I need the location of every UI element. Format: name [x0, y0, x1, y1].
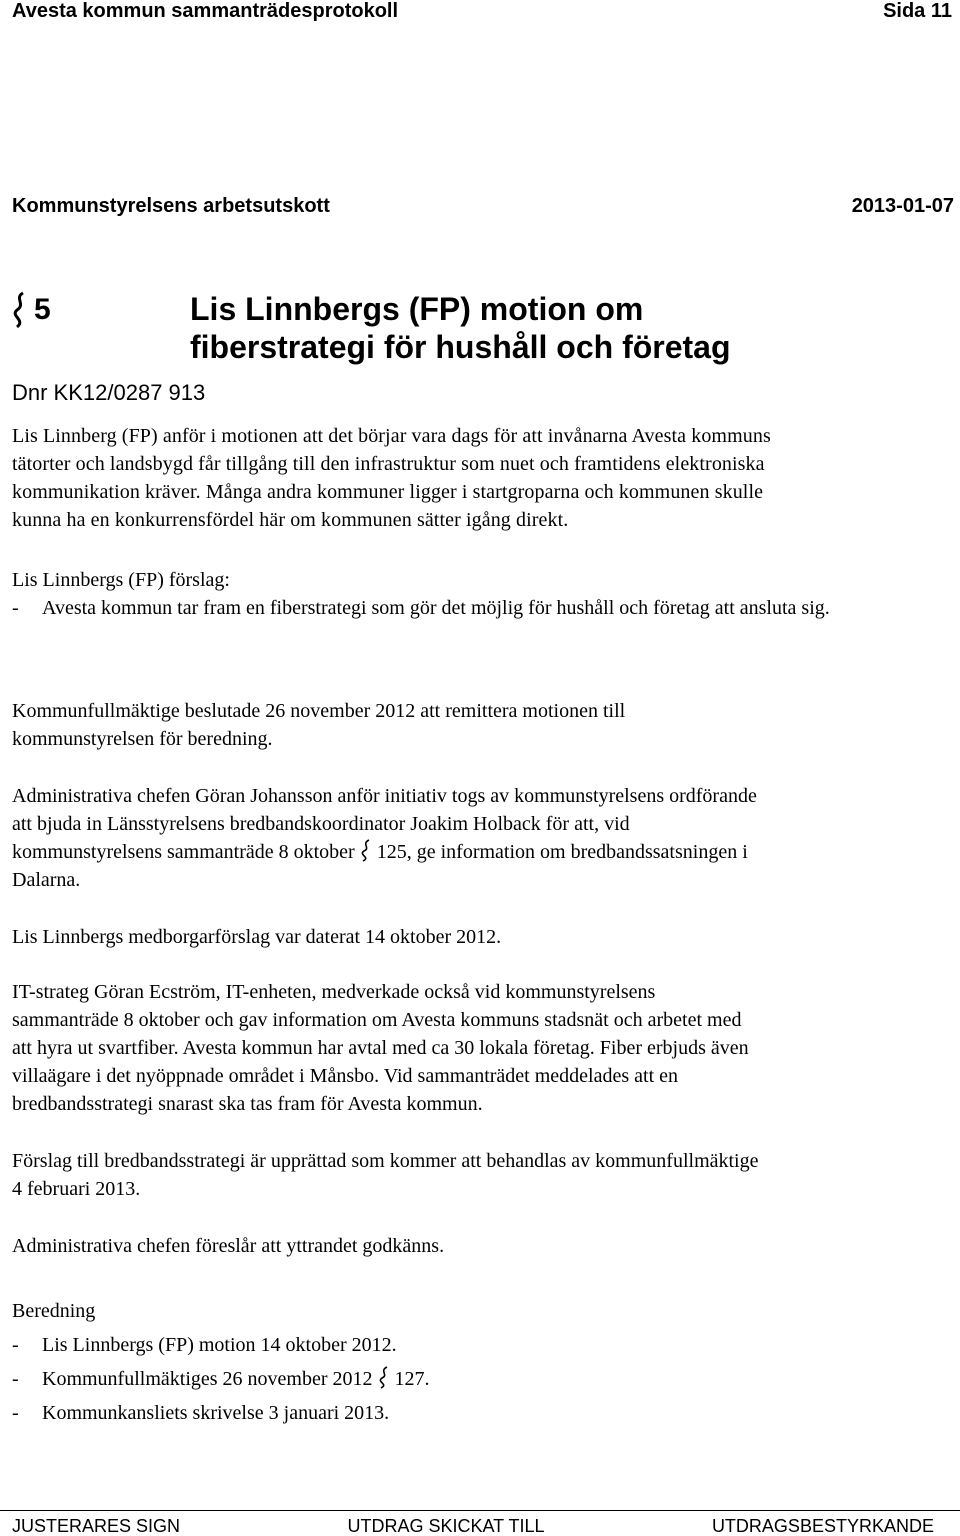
paragraph-recommendation — [12, 1232, 932, 1260]
paragraph-strategy-proposal — [12, 1147, 932, 1203]
text-line: IT-strateg Göran Ecström, IT-enheten, medverkade också vid kommunstyrelsens — [12, 981, 656, 1003]
text-line: Lis Linnberg (FP) anför i motionen att det börjar vara dags för att invånarna Avesta kommuns — [12, 425, 771, 447]
beredning-item-text: Kommunkansliets skrivelse 3 januari 2013. — [42, 1402, 390, 1424]
text-line: 4 februari 2013. — [12, 1178, 141, 1200]
dash-marker: - — [12, 1334, 19, 1356]
section-number-text: 5 — [34, 293, 51, 326]
paragraph-motion — [12, 422, 932, 534]
section-title-line-1: Lis Linnbergs (FP) motion om — [190, 291, 644, 327]
text-line: Dalarna. — [12, 869, 81, 891]
text-line — [12, 838, 932, 866]
case-number: Dnr KK12/0287 913 — [12, 380, 206, 405]
meeting-date: 2013-01-07 — [851, 195, 954, 217]
beredning-item-text: Lis Linnbergs (FP) motion 14 oktober 2012. — [42, 1334, 397, 1356]
footer-sign-label: JUSTERARES SIGN — [12, 1516, 181, 1536]
beredning-item-text — [42, 1365, 430, 1393]
footer-certified-label: UTDRAGSBESTYRKANDE — [711, 1516, 934, 1536]
text-line: tätorter och landsbygd får tillgång till den infrastruktur som nuet och framtidens elektroniska — [12, 453, 765, 475]
section-sign-icon — [377, 1365, 391, 1389]
text-line: kommunikation kräver. Många andra kommuner ligger i startgroparna och kommunen skulle — [12, 481, 764, 503]
section-title — [190, 290, 890, 366]
paragraph-it-strategist — [12, 978, 932, 1118]
section-number — [12, 290, 51, 330]
text-fragment: kommunstyrelsens sammanträde 8 oktober — [12, 841, 355, 863]
paragraph-citizen-proposal — [12, 923, 932, 951]
paragraph-admin-chief — [12, 782, 932, 894]
page-number: Sida 11 — [883, 0, 952, 22]
committee-name: Kommunstyrelsens arbetsutskott — [12, 195, 330, 217]
text-line: bredbandsstrategi snarast ska tas fram för Avesta kommun. — [12, 1093, 483, 1115]
text-line: att bjuda in Länsstyrelsens bredbandskoordinator Joakim Holback för att, vid — [12, 813, 630, 835]
text-line: Kommunfullmäktige beslutade 26 november 2012 att remittera motionen till — [12, 700, 626, 722]
text-line: att hyra ut svartfiber. Avesta kommun har avtal med ca 30 lokala företag. Fiber erbjuds även — [12, 1037, 749, 1059]
proposal-heading: Lis Linnbergs (FP) förslag: — [12, 569, 230, 591]
dash-marker: - — [12, 1368, 19, 1390]
proposal-item-text: Avesta kommun tar fram en fiberstrategi som gör det möjlig för hushåll och företag att ansluta sig. — [42, 597, 830, 619]
section-sign-icon — [12, 290, 28, 330]
proposal-item — [12, 594, 932, 622]
text-line: Administrativa chefen Göran Johansson anför initiativ togs av kommunstyrelsens ordförande — [12, 785, 757, 807]
text-line: kunna ha en konkurrensfördel här om kommunen sätter igång direkt. — [12, 509, 569, 531]
text-line: sammanträde 8 oktober och gav information om Avesta kommuns stadsnät och arbetet med — [12, 1009, 742, 1031]
document-title: Avesta kommun sammanträdesprotokoll — [12, 0, 399, 22]
footer-divider — [0, 1510, 960, 1511]
text-fragment: Kommunfullmäktiges 26 november 2012 — [42, 1368, 373, 1390]
beredning-item — [12, 1365, 932, 1393]
page-footer — [12, 1516, 934, 1536]
meeting-header — [12, 195, 954, 218]
dash-marker: - — [12, 597, 19, 619]
text-line: Förslag till bredbandsstrategi är upprättad som kommer att behandlas av kommunfullmäktige — [12, 1150, 759, 1172]
text-line: villaägare i det nyöppnade området i Månsbo. Vid sammanträdet meddelades att en — [12, 1065, 678, 1087]
text-line: Lis Linnbergs medborgarförslag var daterat 14 oktober 2012. — [12, 926, 502, 948]
paragraph-council-decision — [12, 697, 932, 753]
dash-marker: - — [12, 1402, 19, 1424]
text-line: kommunstyrelsen för beredning. — [12, 728, 273, 750]
page-header — [12, 0, 952, 26]
beredning-heading: Beredning — [12, 1300, 96, 1322]
text-fragment: 127. — [394, 1368, 430, 1390]
text-fragment: 125, ge information om bredbandssatsningen i — [376, 841, 748, 863]
beredning-item — [12, 1331, 932, 1359]
text-line: Administrativa chefen föreslår att yttrandet godkänns. — [12, 1235, 445, 1257]
beredning-section — [12, 1297, 932, 1427]
beredning-item — [12, 1399, 932, 1427]
paragraph-proposal — [12, 566, 932, 622]
footer-sent-label: UTDRAG SKICKAT TILL — [347, 1516, 545, 1536]
section-sign-icon — [359, 838, 373, 862]
section-title-line-2: fiberstrategi för hushåll och företag — [190, 329, 731, 365]
